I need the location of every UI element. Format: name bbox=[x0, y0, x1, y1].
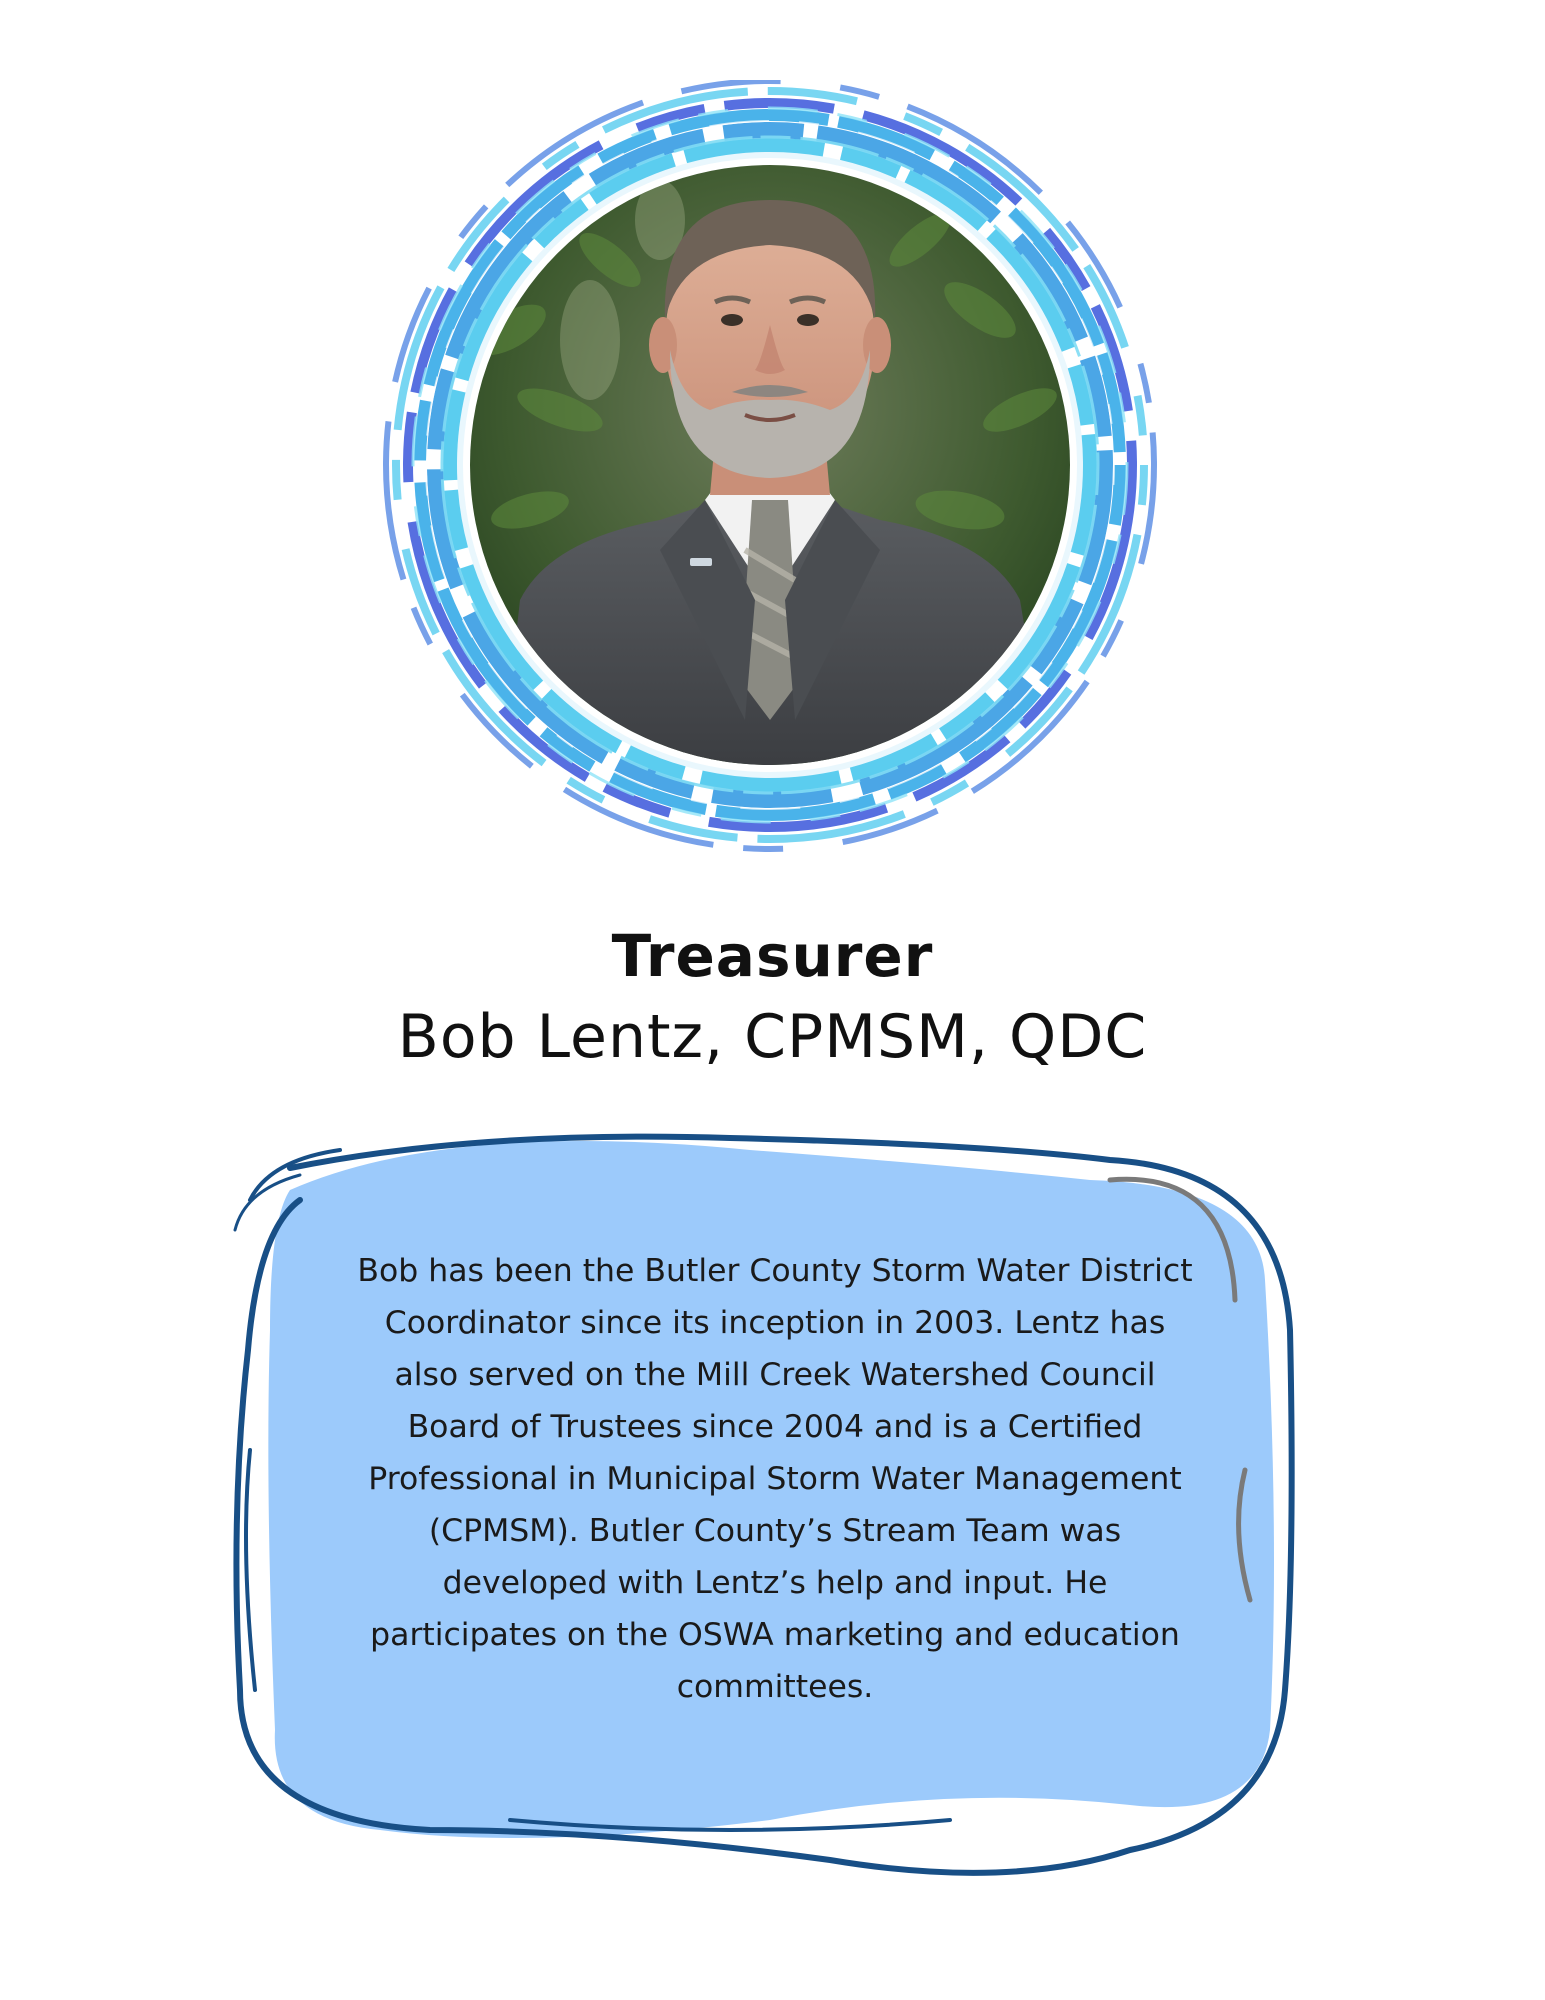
bio-card bbox=[230, 1130, 1320, 1890]
portrait-photo bbox=[360, 80, 1180, 900]
person-name: Bob Lentz, CPMSM, QDC bbox=[397, 1002, 1148, 1072]
bio-text: Bob has been the Butler County Storm Water District Coordinator since its inception in 2003. Lentz has also served on the Mill Creek Watershed Council Board of Trustees since 2004 and is a Certified Professional in Municipal Storm Water Management (CPMSM). Butler County’s Stream Team was developed with Lentz’s help and input. He participates on the OSWA marketing and education committees. bbox=[357, 1253, 1193, 1705]
role-title: Treasurer bbox=[611, 922, 934, 990]
portrait bbox=[360, 80, 1180, 900]
